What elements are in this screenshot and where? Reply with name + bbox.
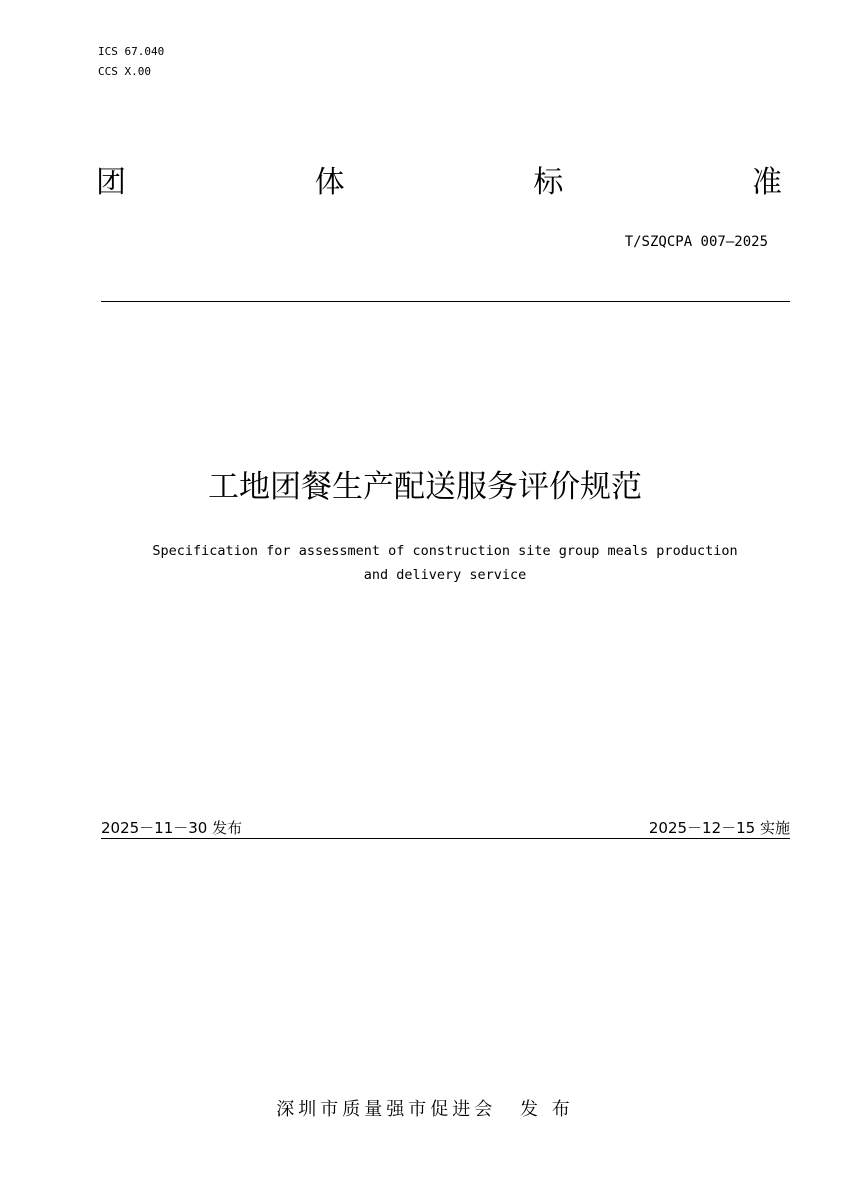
implementation-date: 2025－12－15 实施: [648, 819, 790, 837]
issue-action: 发 布: [520, 1099, 574, 1120]
standard-number: T/SZQCPA 007—2025: [624, 234, 768, 250]
standard-type-char: 体: [314, 165, 345, 200]
standard-type-heading: [96, 163, 782, 203]
document-title-chinese: 工地团餐生产配送服务评价规范: [208, 469, 642, 505]
ccs-code: CCS X.00: [98, 65, 151, 78]
english-title-line: and delivery service: [363, 567, 527, 583]
ics-code: ICS 67.040: [98, 45, 165, 58]
standard-type-char: 团: [96, 165, 126, 200]
standard-type-char: 标: [533, 165, 564, 200]
issuing-organization: [0, 1097, 850, 1123]
classification-codes: [98, 42, 164, 82]
header-divider: [101, 301, 790, 302]
document-title-english: [90, 539, 800, 587]
english-title-line: Specification for assessment of construction site group meals production: [152, 543, 738, 559]
organization-name: 深圳市质量强市促进会: [276, 1099, 497, 1120]
publish-date: 2025－11－30 发布: [101, 819, 243, 837]
standard-type-char: 准: [751, 165, 782, 200]
footer-divider: [101, 838, 790, 839]
